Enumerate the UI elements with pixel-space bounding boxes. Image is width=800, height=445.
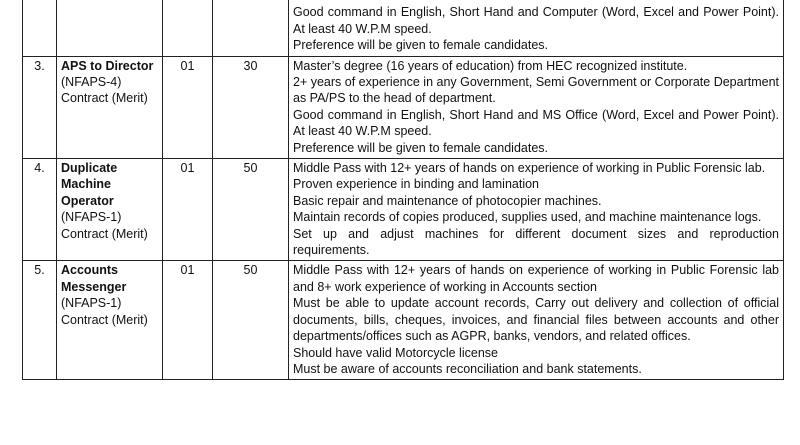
vacancy-count: 01 — [163, 159, 213, 261]
requirement-line: Middle Pass with 12+ years of hands on experience of working in Public Forensic lab. — [293, 161, 766, 176]
requirements-cell — [289, 0, 784, 56]
pay-scale: (NFAPS-1) — [61, 210, 122, 225]
requirement-line: Good command in English, Short Hand and Computer (Word, Excel and Power Point). At least 40 W.P.M speed. — [293, 5, 779, 36]
table-row — [23, 56, 784, 158]
serial-number: 3. — [23, 56, 57, 158]
requirement-line: Good command in English, Short Hand and MS Office (Word, Excel and Power Point). At least 40 W.P.M speed. — [293, 107, 779, 139]
vacancy-count — [163, 0, 213, 56]
requirement-line: Set up and adjust machines for different document sizes and reproduction requirements. — [293, 226, 779, 258]
post-cell — [57, 261, 163, 380]
contract-type: Contract (Merit) — [61, 91, 148, 106]
requirement-line: Basic repair and maintenance of photocopier machines. — [293, 193, 602, 208]
post-cell — [57, 56, 163, 158]
table-row — [23, 261, 784, 380]
requirements-cell — [289, 56, 784, 158]
requirement-line: Master’s degree (16 years of education) from HEC recognized institute. — [293, 58, 688, 73]
table-row — [23, 159, 784, 261]
vacancy-count: 01 — [163, 56, 213, 158]
post-cell — [57, 159, 163, 261]
max-age — [213, 0, 289, 56]
table-row — [23, 0, 784, 56]
requirement-line: Preference will be given to female candidates. — [293, 140, 549, 155]
requirement-line: Should have valid Motorcycle license — [293, 345, 498, 360]
requirement-line: Preference will be given to female candidates. — [293, 38, 549, 53]
requirement-line: Middle Pass with 12+ years of hands on experience of working in Public Forensic lab and 8+ work experience of working in Accounts section — [293, 263, 779, 294]
serial-number: 5. — [23, 261, 57, 380]
pay-scale: (NFAPS-1) — [61, 296, 122, 311]
vacancy-count: 01 — [163, 261, 213, 380]
job-positions-table — [22, 0, 784, 380]
contract-type: Contract (Merit) — [61, 226, 148, 241]
max-age: 50 — [213, 159, 289, 261]
max-age: 50 — [213, 261, 289, 380]
post-title: Duplicate Machine Operator — [61, 161, 118, 208]
requirements-cell — [289, 261, 784, 380]
post-title: APS to Director — [61, 58, 154, 73]
contract-type: Contract (Merit) — [61, 312, 148, 327]
max-age: 30 — [213, 56, 289, 158]
requirement-line: 2+ years of experience in any Government, Semi Government or Corporate Department as PA/PS to the head of department. — [293, 75, 779, 106]
requirement-line: Proven experience in binding and lamination — [293, 177, 539, 192]
pay-scale: (NFAPS-4) — [61, 75, 122, 90]
post-title: Accounts Messenger — [61, 263, 127, 294]
requirement-line: Maintain records of copies produced, supplies used, and machine maintenance logs. — [293, 210, 762, 225]
requirement-line: Must be able to update account records, Carry out delivery and collection of official documents, bills, cheques, invoices, and financial files between accounts and other departments/offices such as AGPR, banks, vendors, and related offices. — [293, 296, 779, 344]
serial-number: 4. — [23, 159, 57, 261]
post-cell — [57, 0, 163, 56]
requirements-cell — [289, 159, 784, 261]
serial-number — [23, 0, 57, 56]
requirement-line: Must be aware of accounts reconciliation and bank statements. — [293, 361, 642, 376]
